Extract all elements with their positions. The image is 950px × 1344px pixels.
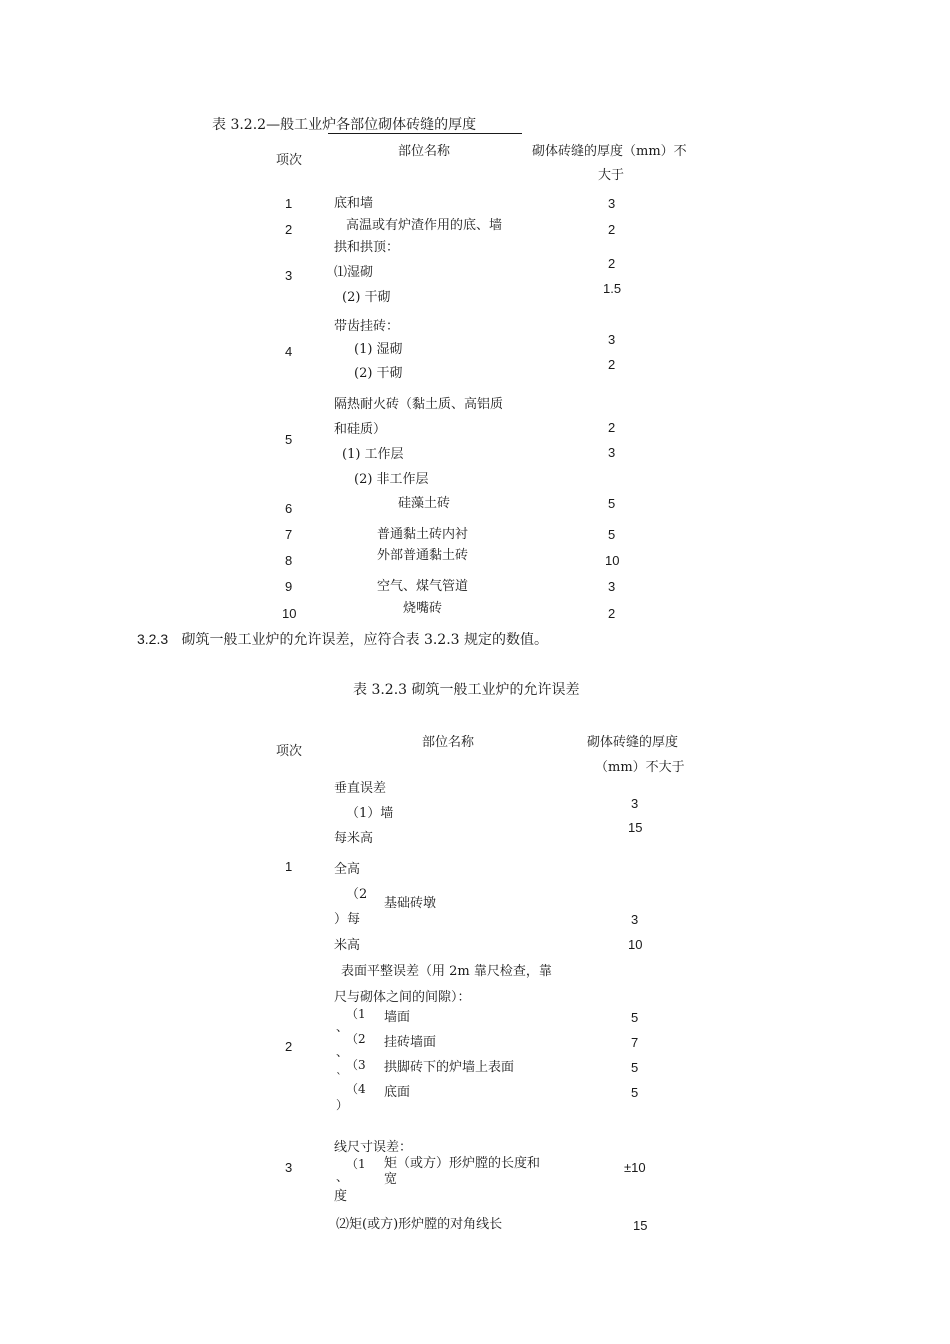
table1-header-no: 项次 bbox=[276, 153, 303, 168]
table1-row-value: 3 bbox=[608, 196, 616, 211]
table2-row1-text: 每米高 bbox=[334, 831, 374, 846]
table1-row-name: 烧嘴砖 bbox=[403, 601, 443, 616]
table1-row-value: 10 bbox=[605, 553, 620, 568]
clause-text: 砌筑一般工业炉的允许误差，应符合表 3.2.3 规定的数值。 bbox=[181, 632, 549, 648]
table1-row-value: 3 bbox=[608, 579, 616, 594]
table1-row-value: 3 bbox=[608, 332, 616, 347]
table2-row1-no: 1 bbox=[285, 859, 293, 874]
table2-header-no: 项次 bbox=[276, 744, 303, 759]
table2-row3-text: 宽 bbox=[384, 1172, 398, 1187]
table1-header-thickness-2: 大于 bbox=[598, 168, 625, 183]
table2-row2-text: 、 bbox=[336, 1045, 349, 1059]
table1-row-name: 普通黏土砖内衬 bbox=[377, 527, 469, 542]
table2-row2-text: 挂砖墙面 bbox=[384, 1035, 437, 1050]
table2-row1-text: （1）墙 bbox=[346, 806, 394, 821]
table1-row-no: 9 bbox=[285, 579, 293, 594]
table1-row-value: 5 bbox=[608, 496, 616, 511]
table2-header-thickness-2: （mm）不大于 bbox=[595, 760, 685, 775]
table2-row2-text: 、 bbox=[336, 1020, 349, 1034]
table1-row-no: 2 bbox=[285, 222, 293, 237]
table1-row-no: 3 bbox=[285, 268, 293, 283]
table1-row-no: 7 bbox=[285, 527, 293, 542]
table1-row-value: 5 bbox=[608, 527, 616, 542]
table1-row-no: 10 bbox=[282, 606, 297, 621]
table1-header-name: 部位名称 bbox=[398, 144, 451, 159]
table2-row3-text: ⑵矩(或方)形炉膛的对角线长 bbox=[336, 1217, 503, 1232]
table1-row-value: 1.5 bbox=[603, 281, 622, 296]
table2-row3-text: 、 bbox=[336, 1170, 349, 1184]
table2-row3-text: 线尺寸误差： bbox=[334, 1140, 413, 1155]
table2-row3-text: 矩（或方）形炉膛的长度和 bbox=[384, 1156, 541, 1171]
table1-row-value: 2 bbox=[608, 256, 616, 271]
table1-row-name: (2) 干砌 bbox=[354, 366, 403, 381]
table2-row1-text: 基础砖墩 bbox=[384, 896, 437, 911]
table1-row-name: (2) 干砌 bbox=[342, 290, 391, 305]
table2-row2-text: 尺与砌体之间的间隙）： bbox=[334, 990, 471, 1005]
table1-row-value: 2 bbox=[608, 222, 616, 237]
table2-row2-text: （3 bbox=[346, 1058, 366, 1072]
table2-row1-value: 3 bbox=[631, 796, 639, 811]
table1-row-no: 5 bbox=[285, 432, 293, 447]
table2-row1-text: 垂直误差 bbox=[334, 781, 387, 796]
table2-row2-text: 拱脚砖下的炉墙上表面 bbox=[384, 1060, 515, 1075]
table2-row3-no: 3 bbox=[285, 1160, 293, 1175]
table2-header-name: 部位名称 bbox=[422, 735, 475, 750]
table2-row3-value: 15 bbox=[633, 1218, 648, 1233]
clause-number: 3.2.3 bbox=[137, 631, 169, 647]
table2-row1-text: （2 bbox=[346, 887, 368, 902]
table1-row-name: 和硅质） bbox=[334, 422, 387, 437]
table1-title bbox=[212, 117, 476, 133]
table1-row-name: 带齿挂砖： bbox=[334, 319, 400, 334]
table2-row1-text: 全高 bbox=[334, 862, 361, 877]
table2-row1-value: 15 bbox=[628, 820, 643, 835]
table2-row1-value: 3 bbox=[631, 912, 639, 927]
table2-row2-value: 5 bbox=[631, 1060, 639, 1075]
table1-row-value: 2 bbox=[608, 357, 616, 372]
table1-row-value: 2 bbox=[608, 420, 616, 435]
table1-row-no: 1 bbox=[285, 196, 293, 211]
table2-row1-text: 米高 bbox=[334, 938, 361, 953]
table2-row2-text: 墙面 bbox=[384, 1010, 411, 1025]
table1-row-no: 4 bbox=[285, 344, 293, 359]
table1-row-value: 3 bbox=[608, 445, 616, 460]
table1-title-rest: 炉各部位砌体砖缝的厚度 bbox=[322, 117, 477, 133]
table2-row2-value: 7 bbox=[631, 1035, 639, 1050]
table2-row2-text: 底面 bbox=[384, 1085, 411, 1100]
table1-title-prefix: 表 3.2.2—般工业 bbox=[212, 117, 323, 133]
table1-row-no: 6 bbox=[285, 501, 293, 516]
table2-row2-text: （1 bbox=[346, 1007, 366, 1021]
table1-row-name: 底和墙 bbox=[334, 196, 374, 211]
table1-row-name: (2) 非工作层 bbox=[354, 472, 429, 487]
table1-row-value: 2 bbox=[608, 606, 616, 621]
table2-row3-value: ±10 bbox=[624, 1160, 646, 1175]
table1-row-name: (1) 湿砌 bbox=[354, 342, 403, 357]
table2-row2-no: 2 bbox=[285, 1039, 293, 1054]
table1-row-name: (1) 工作层 bbox=[342, 447, 404, 462]
table1-row-name: 硅藻土砖 bbox=[398, 496, 451, 511]
table2-row2-text: 表面平整误差（用 2m 靠尺检查，靠 bbox=[341, 964, 552, 979]
table2-row2-value: 5 bbox=[631, 1085, 639, 1100]
table1-header-thickness: 砌体砖缝的厚度（mm）不 bbox=[532, 144, 687, 159]
table2-row3-text: 度 bbox=[334, 1189, 348, 1204]
title-underline bbox=[328, 133, 522, 134]
table2-row2-text: （2 bbox=[346, 1032, 366, 1046]
table2-row1-text: ）每 bbox=[334, 912, 361, 927]
table1-row-name: 隔热耐火砖（黏土质、高铝质 bbox=[334, 397, 504, 412]
table2-row3-text: （1 bbox=[346, 1157, 366, 1171]
table1-row-name: 外部普通黏土砖 bbox=[377, 548, 469, 563]
table2-title: 表 3.2.3 砌筑一般工业炉的允许误差 bbox=[353, 682, 580, 698]
table2-row2-text: （4 bbox=[346, 1082, 366, 1096]
table2-row2-text: ` bbox=[336, 1071, 342, 1085]
table2-row1-value: 10 bbox=[628, 937, 643, 952]
table2-header-thickness: 砌体砖缝的厚度 bbox=[587, 735, 679, 750]
table1-row-no: 8 bbox=[285, 553, 293, 568]
table2-row2-text: ） bbox=[336, 1098, 349, 1112]
table1-row-name: 空气、煤气管道 bbox=[377, 579, 469, 594]
table1-row-name: ⑴湿砌 bbox=[334, 265, 374, 280]
table2-row2-value: 5 bbox=[631, 1010, 639, 1025]
table1-row-name: 拱和拱顶： bbox=[334, 240, 400, 255]
clause-paragraph bbox=[137, 631, 548, 648]
table1-row-name: 高温或有炉渣作用的底、墙 bbox=[346, 218, 503, 233]
